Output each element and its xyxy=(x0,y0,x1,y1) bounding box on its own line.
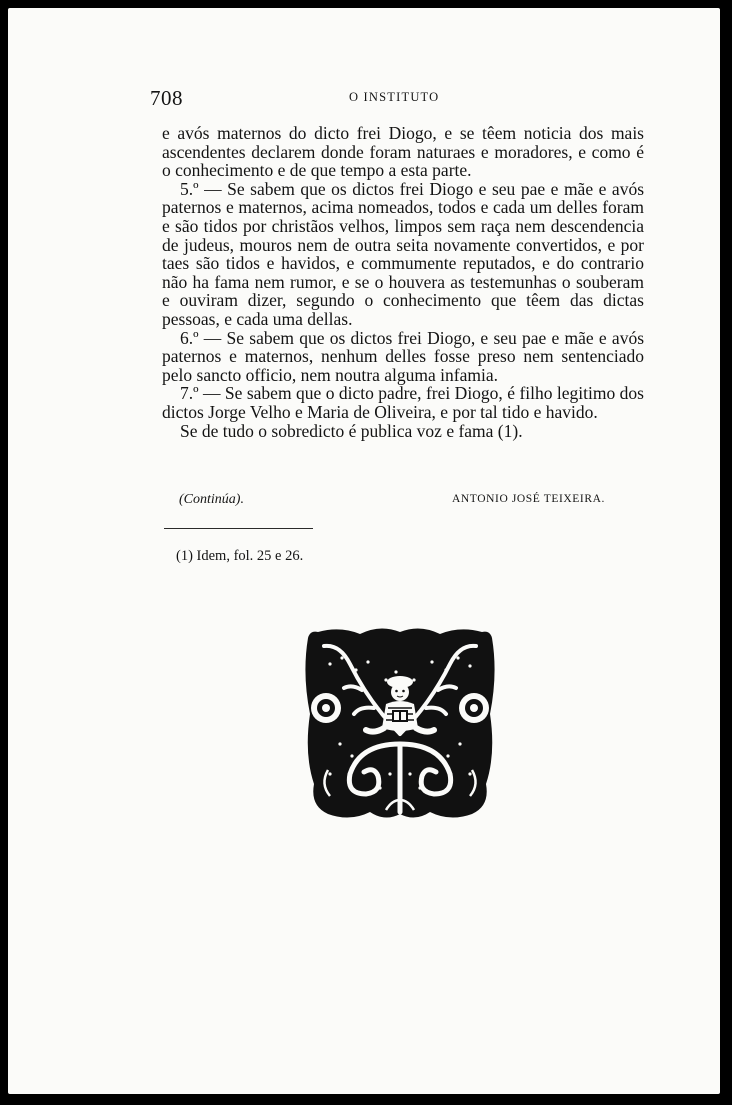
footnote-rule xyxy=(164,528,313,529)
signature-line xyxy=(179,492,609,512)
page-number: 708 xyxy=(150,86,183,110)
paragraph-item-6: 6.º — Se sabem que os dictos frei Diogo, e seu pae e mãe e avós paternos e maternos, nenhum delles fosse preso nem sentenciado pelo sancto officio, nem noutra alguma infamia. xyxy=(162,327,644,385)
page-header xyxy=(150,86,480,112)
running-title: O INSTITUTO xyxy=(349,90,440,104)
foliage-vignette-with-figure-icon xyxy=(300,624,500,824)
paragraph-continuation: e avós maternos do dicto frei Diogo, e se têem noticia dos mais ascendentes declarem donde foram naturaes e moradores, e como é o conhecimento e de que tempo a esta parte. xyxy=(162,123,644,181)
paragraph-item-7: 7.º — Se sabem que o dicto padre, frei Diogo, é filho legitimo dos dictos Jorge Velho e Maria de Oliveira, e por tal tido e havido. xyxy=(162,383,644,422)
body-text xyxy=(162,124,644,440)
paragraph-closing: Se de tudo o sobredicto é publica voz e fama (1). xyxy=(180,420,523,441)
continued-note: (Continúa). xyxy=(179,492,244,507)
footnote: (1) Idem, fol. 25 e 26. xyxy=(176,548,304,564)
author-signature: ANTONIO JOSÉ TEIXEIRA. xyxy=(451,493,605,505)
paragraph-item-5: 5.º — Se sabem que os dictos frei Diogo e seu pae e mãe e avós paternos e maternos, acima nomeados, todos e cada um delles foram e são tidos por christãos velhos, limpos sem raça nem descendencia de judeus, mouros nem de outra seita novamente convertidos, e por taes são tidos e havidos, e commumente reputados, e do contrario não ha fama nem rumor, e se o houvera as testemunhas o souberam e ouviram dizer, segundo o conhecimento que têem das dictas pessoas, e cada uma dellas. xyxy=(162,178,644,329)
